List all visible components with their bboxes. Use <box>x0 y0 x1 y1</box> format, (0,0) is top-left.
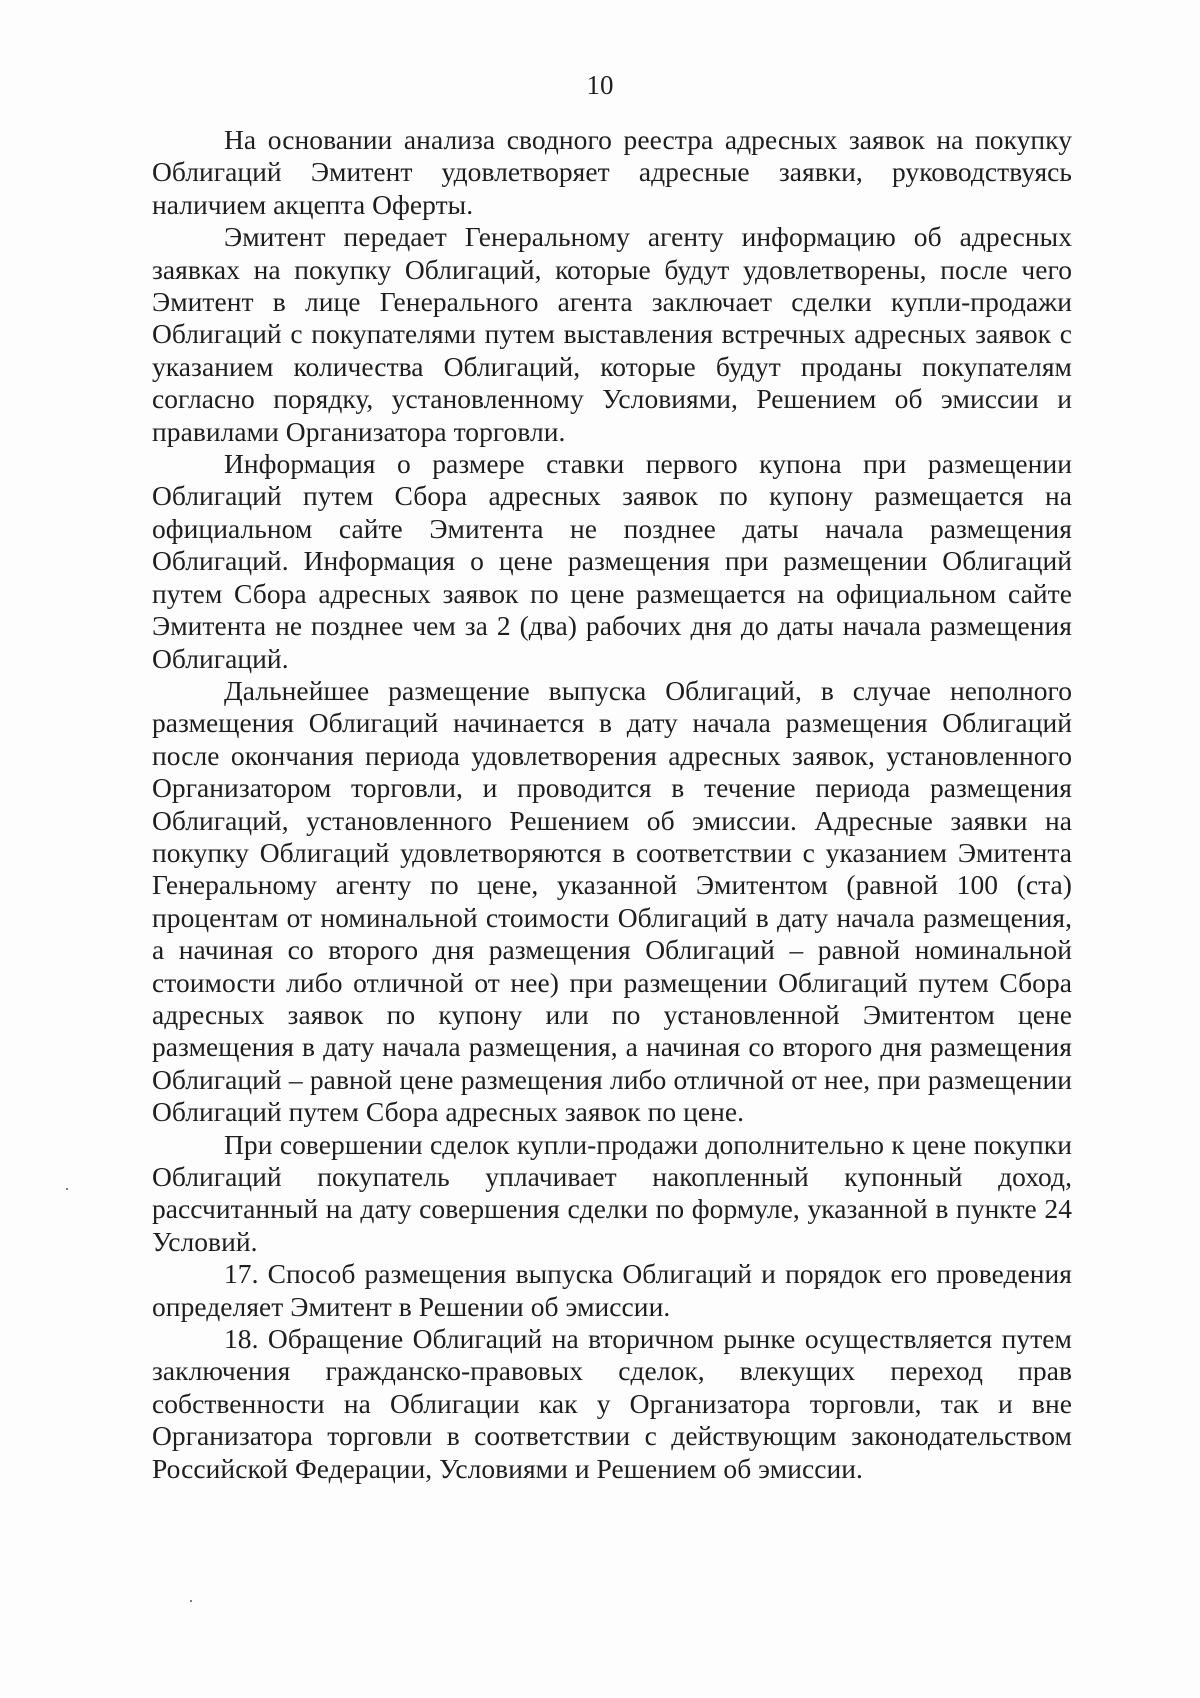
paragraph-item-18: 18. Обращение Облигаций на вторичном рынке осуществляется путем заключения гражданско-правовых сделок, влекущих переход прав собственности на Облигации как у Организатора торговли, так и вне Организатора торговли в соответствии с действующим законодательством Российской Федерации, Условиями и Решением об эмиссии. <box>152 1323 1072 1484</box>
document-body <box>152 124 1072 1485</box>
scan-speck <box>190 1600 192 1602</box>
paragraph-item-17: 17. Способ размещения выпуска Облигаций и порядок его проведения определяет Эмитент в Решении об эмиссии. <box>152 1258 1072 1322</box>
paragraph-coupon-info: Информация о размере ставки первого купона при размещении Облигаций путем Сбора адресных заявок по купону размещается на официальном сайте Эмитента не позднее даты начала размещения Облигаций. Информация о цене размещения при размещении Облигаций путем Сбора адресных заявок по цене размещается на официальном сайте Эмитента не позднее чем за 2 (два) рабочих дня до даты начала размещения Облигаций. <box>152 448 1072 674</box>
scan-speck <box>66 1188 68 1190</box>
paragraph-agent-transfer: Эмитент передает Генеральному агенту информацию об адресных заявках на покупку Облигаций, которые будут удовлетворены, после чего Эмитент в лице Генерального агента заключает сделки купли-продажи Облигаций с покупателями путем выставления встречных адресных заявок с указанием количества Облигаций, которые будут проданы покупателям согласно порядку, установленному Условиями, Решением об эмиссии и правилами Организатора торговли. <box>152 221 1072 447</box>
paragraph-accrued-coupon: При совершении сделок купли-продажи дополнительно к цене покупки Облигаций покупатель уплачивает накопленный купонный доход, рассчитанный на дату совершения сделки по формуле, указанной в пункте 24 Условий. <box>152 1128 1072 1257</box>
paragraph-further-placement: Дальнейшее размещение выпуска Облигаций, в случае неполного размещения Облигаций начинается в дату начала размещения Облигаций после окончания периода удовлетворения адресных заявок, установленного Организатором торговли, и проводится в течение периода размещения Облигаций, установленного Решением об эмиссии. Адресные заявки на покупку Облигаций удовлетворяются в соответствии с указанием Эмитента Генеральному агенту по цене, указанной Эмитентом (равной 100 (ста) процентам от номинальной стоимости Облигаций в дату начала размещения, а начиная со второго дня размещения Облигаций – равной номинальной стоимости либо отличной от нее) при размещении Облигаций путем Сбора адресных заявок по купону или по установленной Эмитентом цене размещения в дату начала размещения, а начиная со второго дня размещения Облигаций – равной цене размещения либо отличной от нее, при размещении Облигаций путем Сбора адресных заявок по цене. <box>152 674 1072 1128</box>
paragraph-registry-analysis: На основании анализа сводного реестра адресных заявок на покупку Облигаций Эмитент удовлетворяет адресные заявки, руководствуясь наличием акцепта Оферты. <box>152 124 1072 220</box>
page-number: 10 <box>586 70 614 100</box>
